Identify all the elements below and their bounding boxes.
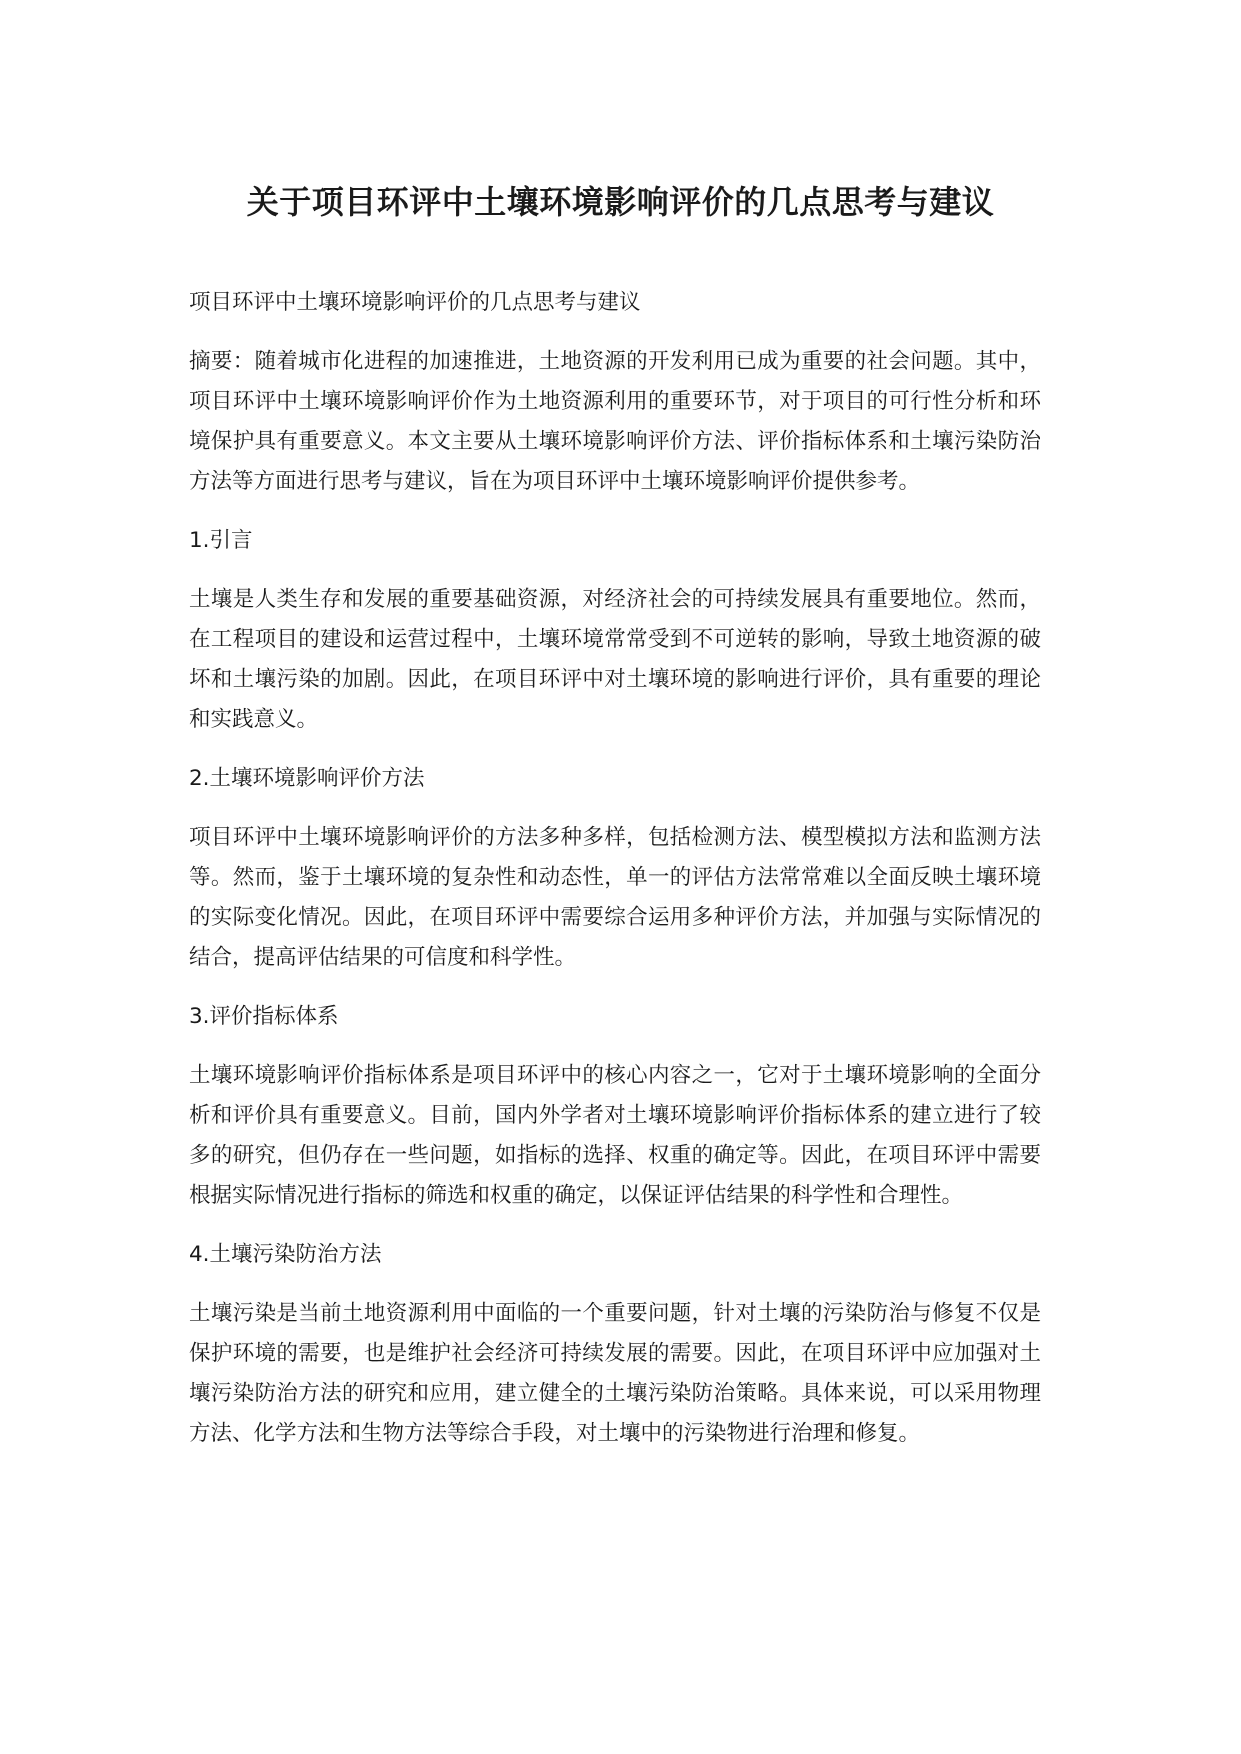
section-heading-pollution-control: 4.土壤污染防治方法 — [189, 1242, 382, 1267]
section-body-pollution-control: 土壤污染是当前土地资源利用中面临的一个重要问题，针对土壤的污染防治与修复不仅是保护环境的需要，也是维护社会经济可持续发展的需要。因此，在项目环评中应加强对土壤污染防治方法的研究和应用，建立健全的土壤污染防治策略。具体来说，可以采用物理方法、化学方法和生物方法等综合手段，对土壤中的污染物进行治理和修复。 — [189, 1301, 1041, 1446]
section-heading-introduction: 1.引言 — [189, 528, 253, 553]
section-heading-methods: 2.土壤环境影响评价方法 — [189, 766, 425, 791]
document-title: 关于项目环评中土壤环境影响评价的几点思考与建议 — [246, 183, 995, 221]
document-body — [189, 283, 1041, 1473]
abstract-paragraph: 摘要：随着城市化进程的加速推进，土地资源的开发利用已成为重要的社会问题。其中，项目环评中土壤环境影响评价作为土地资源利用的重要环节，对于项目的可行性分析和环境保护具有重要意义。本文主要从土壤环境影响评价方法、评价指标体系和土壤污染防治方法等方面进行思考与建议，旨在为项目环评中土壤环境影响评价提供参考。 — [189, 349, 1041, 494]
section-body-introduction: 土壤是人类生存和发展的重要基础资源，对经济社会的可持续发展具有重要地位。然而，在工程项目的建设和运营过程中，土壤环境常常受到不可逆转的影响，导致土地资源的破坏和土壤污染的加剧。因此，在项目环评中对土壤环境的影响进行评价，具有重要的理论和实践意义。 — [189, 587, 1041, 732]
document-subtitle: 项目环评中土壤环境影响评价的几点思考与建议 — [189, 290, 641, 315]
section-body-methods: 项目环评中土壤环境影响评价的方法多种多样，包括检测方法、模型模拟方法和监测方法等。然而，鉴于土壤环境的复杂性和动态性，单一的评估方法常常难以全面反映土壤环境的实际变化情况。因此，在项目环评中需要综合运用多种评价方法，并加强与实际情况的结合，提高评估结果的可信度和科学性。 — [189, 825, 1041, 970]
section-body-indicators: 土壤环境影响评价指标体系是项目环评中的核心内容之一，它对于土壤环境影响的全面分析和评价具有重要意义。目前，国内外学者对土壤环境影响评价指标体系的建立进行了较多的研究，但仍存在一些问题，如指标的选择、权重的确定等。因此，在项目环评中需要根据实际情况进行指标的筛选和权重的确定，以保证评估结果的科学性和合理性。 — [189, 1063, 1041, 1208]
section-heading-indicators: 3.评价指标体系 — [189, 1004, 339, 1029]
